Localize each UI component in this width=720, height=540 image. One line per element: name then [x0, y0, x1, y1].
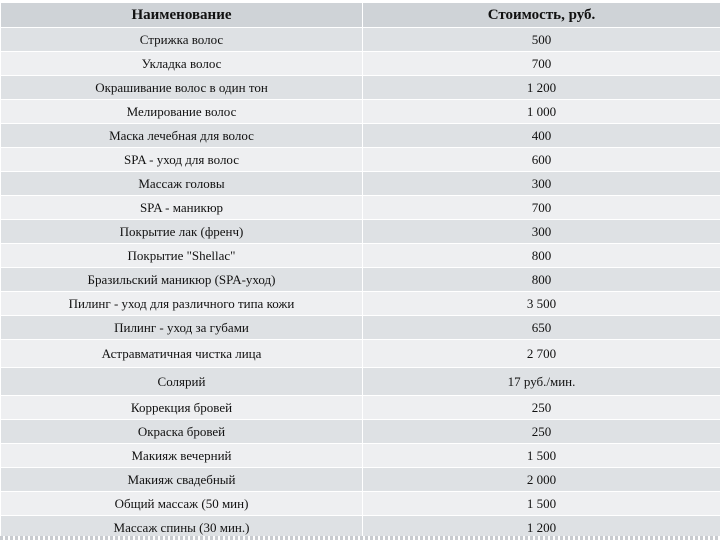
price-table-body — [1, 28, 720, 540]
service-name-cell: Астравматичная чистка лица — [1, 340, 363, 368]
service-name-cell: Покрытие "Shellac" — [1, 244, 363, 268]
service-name-cell: Маска лечебная для волос — [1, 124, 363, 148]
table-row — [1, 52, 720, 76]
service-price-cell: 1 200 — [363, 516, 720, 540]
table-row — [1, 492, 720, 516]
table-row — [1, 28, 720, 52]
table-row — [1, 420, 720, 444]
service-price-cell: 300 — [363, 220, 720, 244]
service-name-cell: SPA - уход для волос — [1, 148, 363, 172]
price-table-header — [1, 3, 720, 28]
table-row — [1, 340, 720, 368]
service-name-cell: Макияж свадебный — [1, 468, 363, 492]
service-price-cell: 300 — [363, 172, 720, 196]
column-header-name: Наименование — [1, 3, 363, 28]
service-price-cell: 1 500 — [363, 444, 720, 468]
table-row — [1, 76, 720, 100]
bottom-edge-divider — [0, 536, 720, 540]
service-price-cell: 250 — [363, 396, 720, 420]
table-row — [1, 100, 720, 124]
service-price-cell: 650 — [363, 316, 720, 340]
service-price-cell: 1 200 — [363, 76, 720, 100]
table-row — [1, 368, 720, 396]
service-name-cell: Покрытие лак (френч) — [1, 220, 363, 244]
service-name-cell: Пилинг - уход за губами — [1, 316, 363, 340]
service-price-cell: 250 — [363, 420, 720, 444]
column-header-price: Стоимость, руб. — [363, 3, 720, 28]
table-row — [1, 396, 720, 420]
service-name-cell: Макияж вечерний — [1, 444, 363, 468]
service-price-cell: 700 — [363, 196, 720, 220]
service-name-cell: Пилинг - уход для различного типа кожи — [1, 292, 363, 316]
table-row — [1, 220, 720, 244]
service-name-cell: Солярий — [1, 368, 363, 396]
service-price-cell: 700 — [363, 52, 720, 76]
service-name-cell: Окраска бровей — [1, 420, 363, 444]
service-price-cell: 17 руб./мин. — [363, 368, 720, 396]
service-name-cell: SPA - маникюр — [1, 196, 363, 220]
service-price-cell: 500 — [363, 28, 720, 52]
service-price-cell: 1 500 — [363, 492, 720, 516]
service-name-cell: Укладка волос — [1, 52, 363, 76]
table-row — [1, 292, 720, 316]
table-row — [1, 468, 720, 492]
service-name-cell: Мелирование волос — [1, 100, 363, 124]
service-price-cell: 600 — [363, 148, 720, 172]
service-price-cell: 2 700 — [363, 340, 720, 368]
table-row — [1, 124, 720, 148]
table-row — [1, 316, 720, 340]
service-price-cell: 3 500 — [363, 292, 720, 316]
service-name-cell: Массаж головы — [1, 172, 363, 196]
service-name-cell: Массаж спины (30 мин.) — [1, 516, 363, 540]
service-price-cell: 800 — [363, 268, 720, 292]
service-name-cell: Стрижка волос — [1, 28, 363, 52]
table-row — [1, 172, 720, 196]
table-row — [1, 196, 720, 220]
service-name-cell: Коррекция бровей — [1, 396, 363, 420]
service-name-cell: Общий массаж (50 мин) — [1, 492, 363, 516]
table-row — [1, 268, 720, 292]
header-row — [1, 3, 720, 28]
table-row — [1, 244, 720, 268]
price-table — [0, 2, 720, 540]
service-price-cell: 1 000 — [363, 100, 720, 124]
table-row — [1, 148, 720, 172]
service-name-cell: Окрашивание волос в один тон — [1, 76, 363, 100]
service-price-cell: 400 — [363, 124, 720, 148]
service-price-cell: 800 — [363, 244, 720, 268]
service-price-cell: 2 000 — [363, 468, 720, 492]
service-name-cell: Бразильский маникюр (SPA-уход) — [1, 268, 363, 292]
table-row — [1, 444, 720, 468]
